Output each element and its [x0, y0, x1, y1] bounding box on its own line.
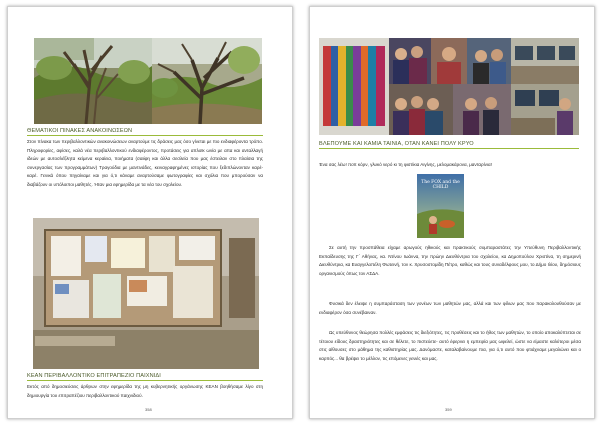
body-paragraph: Στον πίνακα των περιβαλλοντικών ανακοινώσεων αναρτούμε τις δράσεις μας όσο γίνεται με πιο ενδιαφέροντα τρόπο. Πληροφορίες, αφίσες, καλά νέα περιβαλλοντικού ενδιαφέροντος, προτάσεις για απλοϊκ ωνία με απα και ανταλλαγή ιδεών με αυτοσλέξλητα κείμενα κεραίεια, ποιήματα (σαιίφη και άλλα σεσλεία που μας έστειλαν στο πλαίσια της συνεργασίας των προγραμμάτων) Τραγούδια με μαντινάδες, κειναγραφημένες ιστορίας που ξεδιπλώνονταν καρέ- καρέ. Γενικά όπου πηγαίναμε και για ό,τι κάναμε αναρτούσαμε φωτογραφίες και σχόλια που μπορούσαν να διαβάζουν οι υπόλοιποι μαθητές. Ήταν μια εφημερίδα με τα νέα του σχολείου.	[27, 139, 263, 187]
body-paragraph: Φυσικά δεν έλειψε η συμπαράσταση των γονέων των μαθητών μας, αλλά και των φίλων μας που παρακολουθούσαν με ενδιαφέρον όσα συνέβαιναν.	[319, 301, 581, 315]
bulletin-board-photo	[33, 218, 259, 369]
computer-lab-photo-2	[511, 84, 579, 135]
movie-poster	[417, 174, 464, 238]
left-page	[7, 6, 293, 419]
body-paragraph: Ως υπεύθυνος θεώρησα πολλές εμφάσεις τις διεξιότητες, τις προθέσεις και το ήθος των μαθητών, το οποίο αποκαλύπτεται σε τέτοιου είδους δραστηριότητες και σε θέλετε, το πιστεύετε- αυτό έφερνει η εμπειρία μας ωφελεί, ώστε να είμαστε καλύτεροι μέσα στις αίθουσες στο μάθημα της καθιστηρίας μας. Δανόμαστε, καταλαβαίνουμε πια, για ό,τι αυτό που φτιάχναμε μεγαλώνει και ο καρπός... θα βρέψει το μέλλον, τις επόμενες γενιές και μας.	[319, 330, 581, 361]
right-page	[309, 6, 595, 419]
movie-poster-title: The FOX and the CHILD	[421, 180, 460, 190]
tree-photo-left	[34, 38, 152, 124]
body-paragraph: Σε αυτή την προσπάθεια είχαμε αρωγούς ηθικούς και πρακτικούς συμπαραστάτες την Υπεύθυνη Περιβαλλοντικής Εκπαίδευσης της Γ΄ Αθήνας, κα. Ντίνου Ιωάννα, την πρώην Διευθύντρια του σχολείου, κα Δημοπούλου Χριστίνα, τη σημερινή Διευθύντρια, κα Ευαγγελοπέλη Φωτεινή, τον κ. Χρυσοστομίδη Πέτρο, καθώς και τους συναδέλφους μου, το Δήμο Ιλίου, δημόσιους οργανισμούς όπως τον ΑΣΔΑ.	[319, 245, 581, 276]
students-photo-1	[389, 38, 431, 84]
section-title: ΚΕΑΝ ΠΕΡΙΒΑΛΛΟΝΤΙΚΟ ΕΠΙΤΡΑΠΕΖΙΟ ΠΑΙΧΝΙΔΙ	[27, 373, 263, 381]
students-photo-3	[467, 38, 511, 84]
students-photo-2	[431, 38, 467, 84]
page-number: 359	[445, 407, 452, 412]
section-title: ΒΛΕΠΟΥΜΕ ΚΑΙ ΚΑΜΙΑ ΤΑΙΝΙΑ, ΟΤΑΝ ΚΑΝΕΙ ΠΟΛΥ ΚΡΥΟ	[319, 141, 579, 149]
page-number: 358	[145, 407, 152, 412]
students-photo-4	[389, 84, 453, 135]
intro-paragraph: Ένα σας λέω! ποπ κόρν, γλυκό νερό κι τη φιστίκια Αιγίνης, μελομακάρονα, μανταρίνια!	[319, 162, 492, 167]
section-title: ΘΕΜΑΤΙΚΟΙ ΠΙΝΑΚΕΣ ΑΝΑΚΟΙΝΩΣΕΩΝ	[27, 128, 263, 136]
tree-photo-right	[152, 38, 262, 124]
body-paragraph: Εκτός από δημοσιεύσεις άρθρων στην εφημερίδα της μη κυβερνητικής οργάνωσης ΚΕΑΝ βοηθήσαμε λίγο στη δημιουργία του επιτραπέζιου περιβαλλοντικού παιχνιδιού.	[27, 384, 263, 398]
computer-lab-photo-1	[511, 38, 579, 84]
dvd-stack-photo	[319, 38, 389, 135]
students-photo-5	[453, 84, 511, 135]
